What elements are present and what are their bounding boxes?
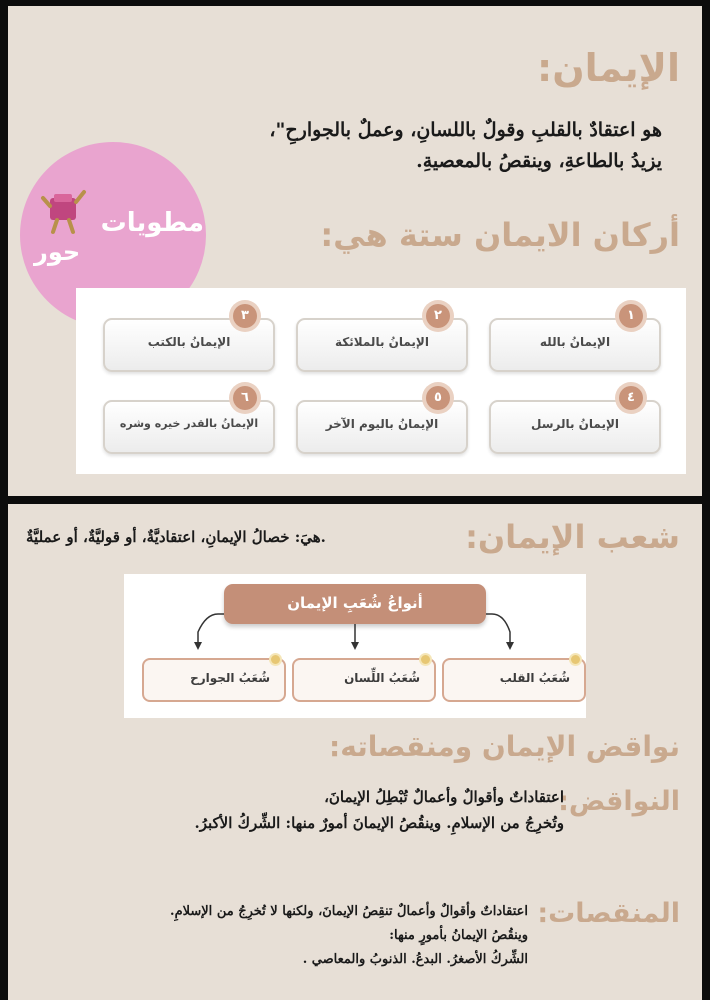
pillar-number: ١ [619, 304, 643, 328]
pillar-label: الإيمانُ بالملائكة [335, 335, 429, 349]
nawaqid-line2: وتُخرِجُ من الإسلامِ. وينقُصُ الإيمانَ أمورٌ منها: الشِّركُ الأكبرُ. [194, 814, 564, 832]
arkan-title: أركان الايمان ستة هي: [320, 216, 680, 254]
pillar-number: ٣ [233, 304, 257, 328]
nawaqid-label: النواقض: [558, 786, 680, 817]
shuab-diagram [124, 574, 586, 718]
pillar-number: ٥ [426, 386, 450, 410]
diagram-header-text: أنواعُ شُعَبِ الإيمان [287, 594, 423, 612]
pillar-number: ٦ [233, 386, 257, 410]
branch-tongue [292, 658, 436, 702]
pillar-label: الإيمانُ بالكتب [147, 335, 231, 349]
branch-label: شُعَبُ اللِّسان [344, 671, 420, 685]
arkan-card [76, 288, 686, 474]
branch-label: شُعَبُ القلب [499, 671, 570, 685]
pillar-number: ٢ [426, 304, 450, 328]
branch-dot-icon [569, 653, 582, 666]
pillar-label: الإيمانُ بالله [539, 335, 611, 349]
nawaqid-line1: اعتقاداتٌ وأقوالٌ وأعمالٌ تُبْطِلُ الإيمانَ، [324, 788, 564, 806]
shuab-definition: .هيَ: خصالُ الإيمانِ، اعتقاديَّةٌ، أو قوليَّةٌ، أو عمليَّةٌ [26, 528, 326, 546]
manqisat-line1: اعتقاداتٌ وأقوالٌ وأعمالٌ تنقِصُ الإيمانَ، ولكنها لا تُخرِجُ من الإسلامِ. [170, 904, 528, 919]
pillar-label: الإيمانُ بالرسل [530, 417, 620, 431]
pillar-4 [489, 390, 661, 454]
branch-dot-icon [269, 653, 282, 666]
pillar-number: ٤ [619, 386, 643, 410]
pillar-1 [489, 308, 661, 372]
manqisat-line2: وينقُصُ الإيمانُ بأمورٍ منها: [389, 928, 528, 943]
shuab-title: شعب الإيمان: [465, 518, 680, 556]
branch-label: شُعَبُ الجوارح [190, 671, 270, 685]
pillar-label: الإيمانُ بالقدر خيره وشره [119, 417, 259, 430]
manqisat-line3: الشِّركُ الأصغرُ. البدعُ. الذنوبُ والمعاصي . [302, 952, 528, 967]
iman-panel [8, 6, 702, 496]
pillar-5 [296, 390, 468, 454]
branch-heart [442, 658, 586, 702]
logo-text: مطويات [100, 208, 204, 238]
iman-definition-line2: يزيدُ بالطاعةِ، وينقصُ بالمعصيةِ. [416, 150, 662, 172]
nawaqid-title: نواقض الإيمان ومنقصاته: [329, 730, 680, 763]
pillar-label: الإيمانُ باليوم الآخر [325, 417, 439, 431]
pillar-6 [103, 390, 275, 454]
logo-subtext: حور [34, 238, 81, 266]
pillar-3 [103, 308, 275, 372]
shuab-panel [8, 504, 702, 1000]
iman-title: الإيمان: [537, 46, 680, 90]
book-mascot-icon [40, 184, 88, 236]
iman-definition-line1: هو اعتقادٌ بالقلبِ وقولٌ باللسانِ، وعملٌ بالجوارحِ"، [269, 119, 662, 141]
manqisat-label: المنقصات: [537, 898, 680, 929]
pillar-2 [296, 308, 468, 372]
branch-limbs [142, 658, 286, 702]
branch-dot-icon [419, 653, 432, 666]
